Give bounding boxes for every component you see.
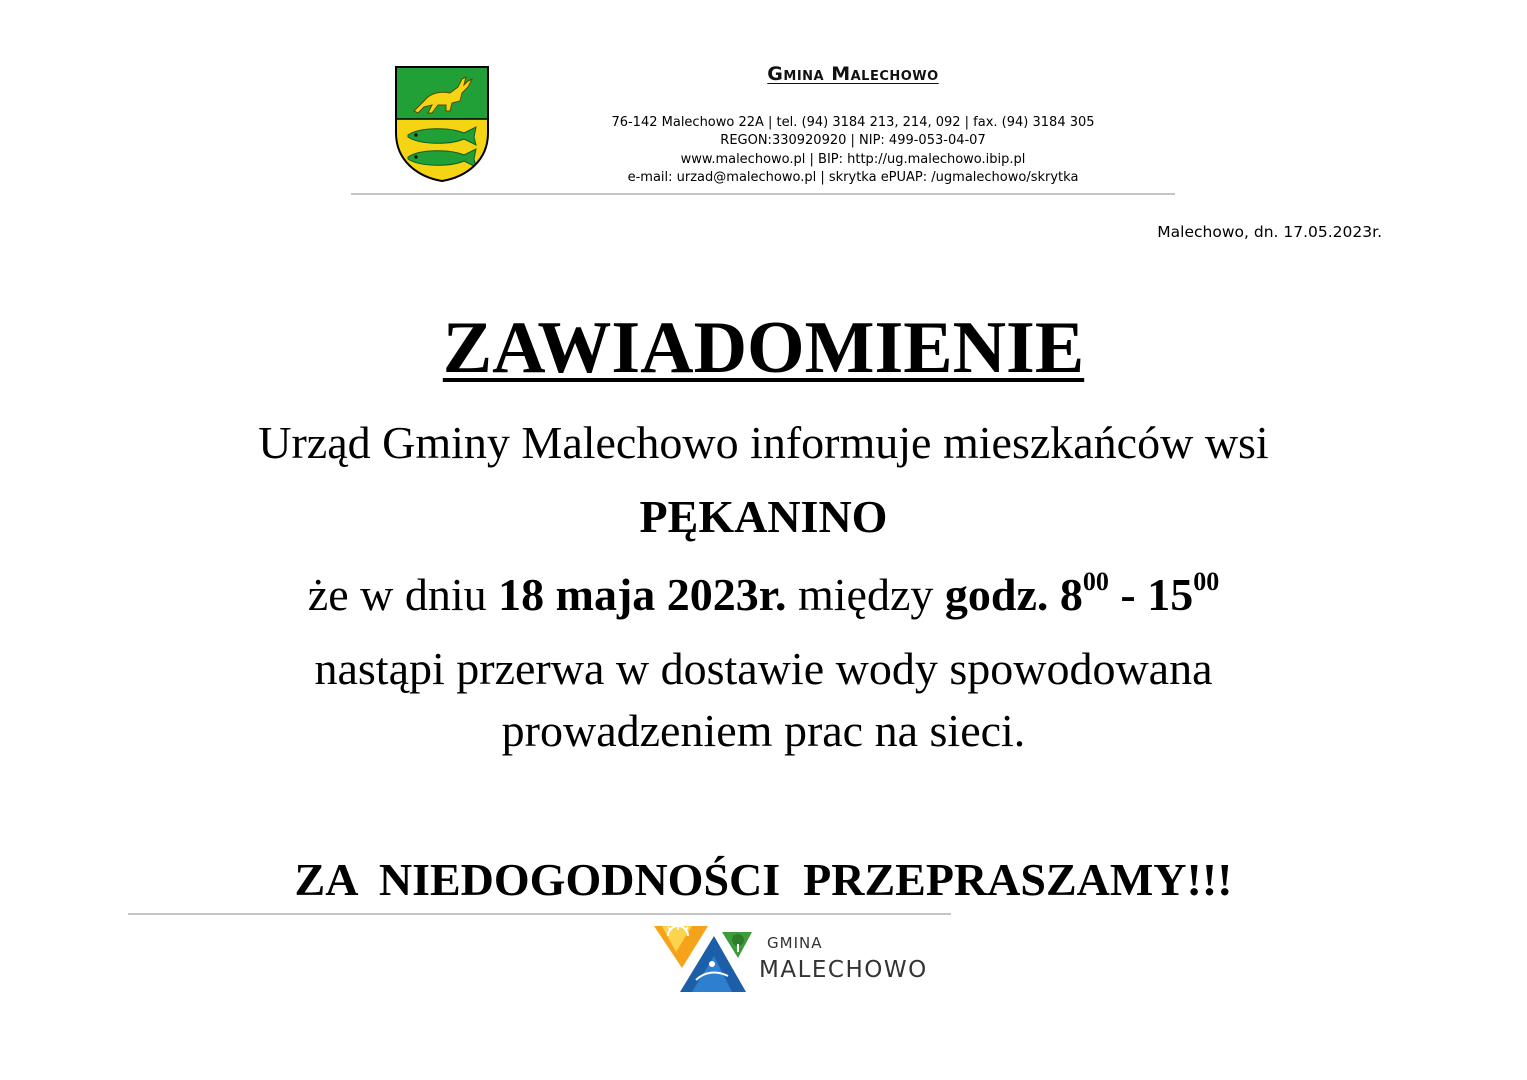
hours-to: - 15 [1108, 569, 1194, 620]
org-name [705, 63, 1001, 85]
notice-intro: Urząd Gminy Malechowo informuje mieszkańców wsi [258, 417, 1269, 468]
hours-to-minutes: 00 [1193, 567, 1220, 596]
coat-of-arms-icon [394, 65, 490, 183]
apology-line: ZA NIEDOGODNOŚCI PRZEPRASZAMY!!! [294, 854, 1233, 905]
village-name: PĘKANINO [639, 491, 888, 542]
reason-line-2: prowadzeniem prac na sieci. [501, 705, 1026, 756]
hours-from-minutes: 00 [1082, 567, 1109, 596]
when-prefix: że w dniu [307, 569, 499, 620]
notice-when [0, 567, 1527, 623]
notice-title: ZAWIADOMIENIE [442, 307, 1085, 389]
document-date: Malechowo, dn. 17.05.2023r. [1157, 223, 1382, 241]
contact-line-address: 76-142 Malechowo 22A | tel. (94) 3184 213, 214, 092 | fax. (94) 3184 305 [611, 115, 1095, 130]
outage-date: 18 maja 2023r. [498, 569, 787, 620]
contact-line-email: e-mail: urzad@malechowo.pl | skrytka ePUAP: /ugmalechowo/skrytka [627, 170, 1079, 186]
logo-word-malechowo: MALECHOWO [759, 957, 928, 983]
org-name-text: Gmina Malechowo [767, 63, 939, 85]
hours-from: godz. 8 [944, 569, 1083, 620]
header-divider [351, 193, 1175, 195]
contact-block [560, 114, 1146, 188]
logo-word-gmina: GMINA [767, 934, 823, 952]
contact-line-regon: REGON:330920920 | NIP: 499-053-04-07 [720, 133, 986, 149]
between-word: między [786, 569, 945, 620]
contact-line-web: www.malechowo.pl | BIP: http://ug.malechowo.ibip.pl [680, 151, 1026, 167]
footer-divider [128, 913, 951, 915]
reason-line-1: nastąpi przerwa w dostawie wody spowodowana [314, 643, 1213, 694]
